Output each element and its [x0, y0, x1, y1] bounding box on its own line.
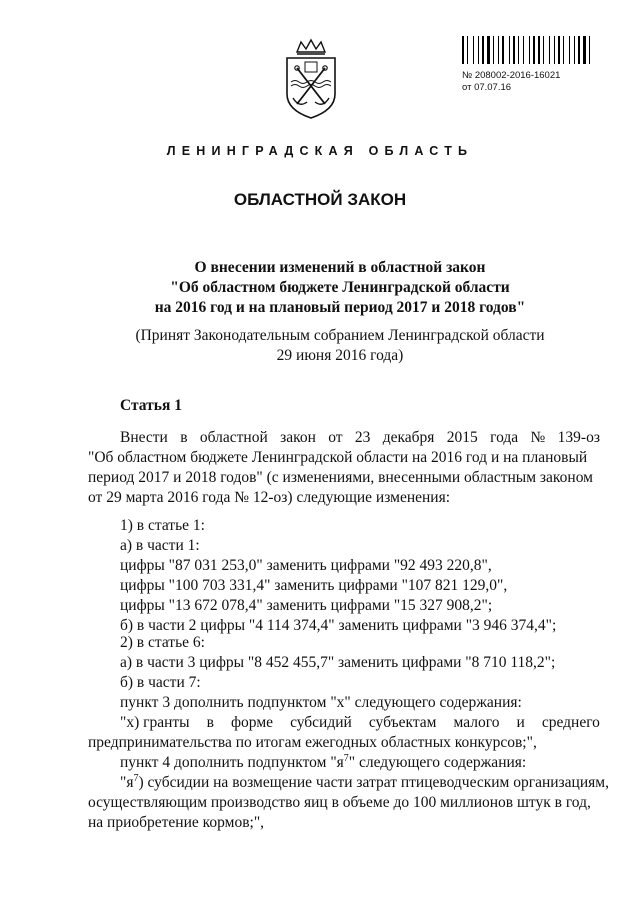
barcode: [462, 36, 602, 64]
barcode-bar: [462, 36, 464, 64]
intro-line: от 29 марта 2016 года № 12-оз) следующие изменения:: [88, 489, 451, 506]
barcode-bar: [556, 36, 557, 64]
barcode-bar: [520, 36, 522, 64]
barcode-bar: [549, 36, 550, 64]
barcode-bar: [478, 36, 479, 64]
section-1: [120, 516, 600, 636]
barcode-bar: [516, 36, 517, 64]
region-heading: ЛЕНИНГРАДСКАЯ ОБЛАСТЬ: [166, 144, 474, 158]
barcode-bar: [545, 36, 548, 64]
intro-line: период 2017 и 2018 годов" (с изменениями, внесенными областным законом: [88, 469, 593, 486]
barcode-bar: [558, 36, 560, 64]
document-date: от 07.07.16: [462, 82, 512, 93]
subsidy-line: на приобретение кормов;",: [88, 814, 265, 831]
barcode-bar: [505, 36, 508, 64]
barcode-bar: [467, 36, 468, 64]
barcode-bar: [541, 36, 542, 64]
barcode-bar: [518, 36, 519, 64]
barcode-bar: [509, 36, 510, 64]
section-1-line: цифры "100 703 331,4" заменить цифрами "107 821 129,0",: [120, 577, 508, 594]
barcode-bar: [533, 36, 535, 64]
barcode-bar: [565, 36, 568, 64]
barcode-bar: [525, 36, 528, 64]
grants-first-line: "х) гранты в форме субсидий субъектам малого и среднего: [120, 714, 600, 731]
barcode-bar: [523, 36, 524, 64]
subsidy-line: осуществляющим производство яиц в объеме до 100 миллионов штук в год,: [88, 794, 591, 811]
barcode-bar: [578, 36, 580, 64]
coat-of-arms-emblem: [281, 38, 341, 120]
barcode-bar: [475, 36, 477, 64]
barcode-bar: [511, 36, 512, 64]
barcode-bar: [482, 36, 484, 64]
section-2-line: пункт 3 дополнить подпунктом "х" следующего содержания:: [120, 694, 522, 711]
registration-block: [462, 36, 602, 94]
subsidy-first-line: "$я^7$) субсидии на возмещение части затрат птицеводческим организациям,: [120, 772, 609, 791]
barcode-bar: [469, 36, 472, 64]
grants-paragraph: [88, 713, 600, 753]
barcode-bar: [480, 36, 481, 64]
adoption-line: 29 июня 2016 года): [276, 347, 404, 364]
barcode-bar: [587, 36, 588, 64]
barcode-bar: [473, 36, 474, 64]
barcode-bar: [581, 36, 582, 64]
section-1-line: цифры "87 031 253,0" заменить цифрами "92 493 220,8",: [120, 557, 492, 574]
adoption-line: (Принят Законодательным собранием Ленинградской области: [135, 327, 545, 344]
subject-line: О внесении изменений в областной закон: [194, 259, 486, 276]
section-2: [120, 633, 600, 713]
barcode-bar: [493, 36, 494, 64]
barcode-bar: [531, 36, 532, 64]
barcode-bar: [574, 36, 575, 64]
point-4-line: пункт 4 дополнить подпунктом "$я^7$" следующего содержания:: [120, 752, 527, 771]
barcode-bar: [487, 36, 490, 64]
barcode-bar: [502, 36, 504, 64]
barcode-bar: [491, 36, 492, 64]
barcode-bar: [589, 36, 590, 64]
section-2-line: 2) в статье 6:: [120, 634, 205, 651]
subject-line: "Об областном бюджете Ленинградской области: [170, 279, 510, 296]
subsidy-paragraph: [88, 772, 609, 833]
barcode-bar: [569, 36, 570, 64]
section-1-line: цифры "13 672 078,4" заменить цифрами "15 327 908,2";: [120, 597, 493, 614]
article-title: Статья 1: [120, 397, 182, 414]
barcode-bar: [543, 36, 544, 64]
barcode-bar: [465, 36, 466, 64]
section-2-line: а) в части 3 цифры "8 452 455,7" заменить цифрами "8 710 118,2";: [120, 654, 556, 671]
section-1-line: 1) в статье 1:: [120, 517, 205, 534]
barcode-bar: [529, 36, 530, 64]
barcode-bar: [554, 36, 555, 64]
barcode-bar: [551, 36, 553, 64]
barcode-bar: [538, 36, 540, 64]
section-2-line: б) в части 7:: [120, 674, 201, 691]
barcode-bar: [591, 36, 593, 64]
law-subject: [90, 258, 590, 318]
intro-line: "Об областном бюджете Ленинградской области на 2016 год и на плановый: [88, 449, 588, 466]
grants-line: предпринимательства по итогам ежегодных областных конкурсов;",: [88, 734, 537, 751]
barcode-bar: [513, 36, 515, 64]
barcode-bar: [571, 36, 573, 64]
barcode-bar: [536, 36, 537, 64]
subject-line: на 2016 год и на плановый период 2017 и 2018 годов": [154, 299, 526, 316]
intro-first-line: Внести в областной закон от 23 декабря 2015 года № 139-оз: [120, 429, 600, 446]
section-1-line: б) в части 2 цифры "4 114 374,4" заменить цифрами "3 946 374,4";: [120, 617, 557, 634]
barcode-bar: [576, 36, 577, 64]
barcode-bar: [500, 36, 501, 64]
barcode-bar: [583, 36, 586, 64]
intro-paragraph: [88, 428, 600, 508]
barcode-bar: [495, 36, 497, 64]
barcode-bar: [485, 36, 486, 64]
section-1-line: а) в части 1:: [120, 537, 200, 554]
barcode-bar: [561, 36, 562, 64]
barcode-bar: [563, 36, 564, 64]
document-number: № 208002-2016-16021: [462, 70, 561, 81]
law-type-heading: ОБЛАСТНОЙ ЗАКОН: [233, 190, 407, 209]
adoption-note: [90, 326, 590, 366]
barcode-bar: [498, 36, 499, 64]
